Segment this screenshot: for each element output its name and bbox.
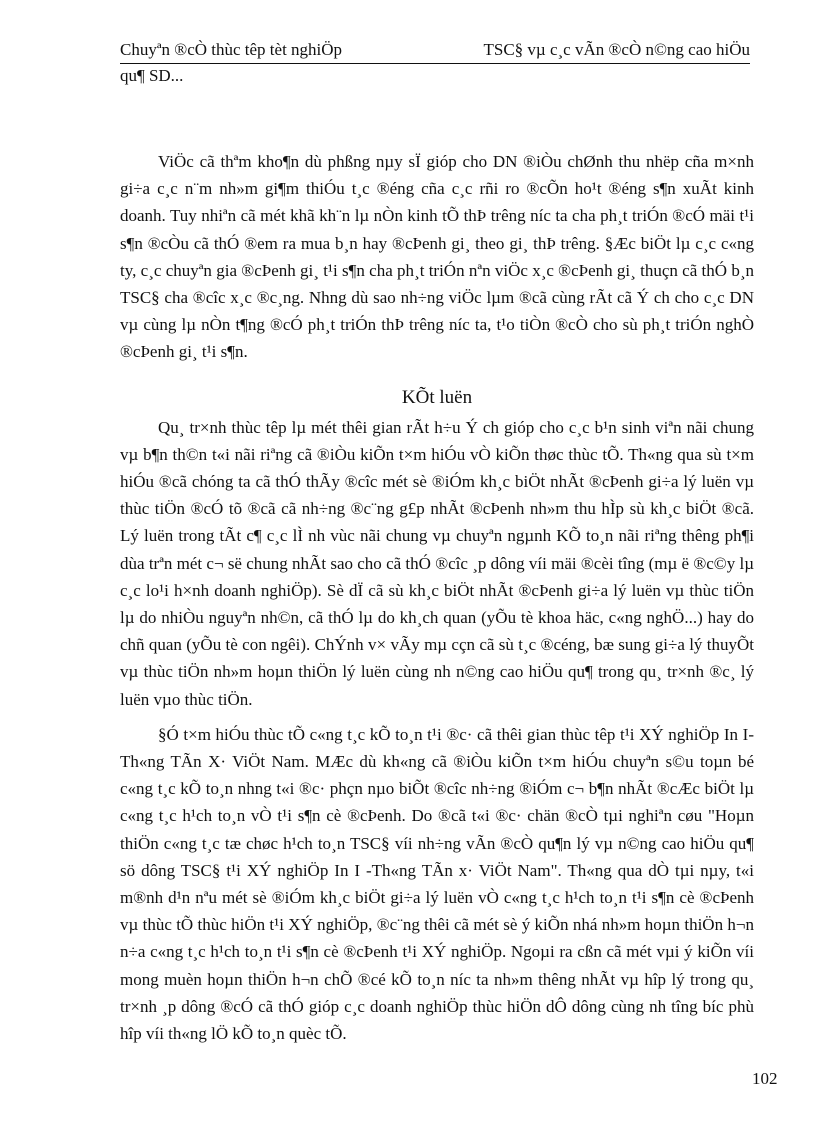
header-continuation: qu¶ SD...: [120, 66, 184, 85]
paragraph-2: Qu¸ tr×nh thùc têp lµ mét thêi gian rÃt h÷u Ý ch gióp cho c¸c b¹n sinh viªn nãi chung vµ b¶n th©n t«i nãi riªng cã ®iÒu kiÕn t×m hiÓu vÒ kiÕn thøc thùc tÕ. Th«ng qua sù t×m hiÓu ®cã chóng ta cã thÓ thÃy ®cîc mét sè ®iÓm kh¸c biÖt nhÃt ®cÞenh gi÷a lý luën vµ thùc tiÖn ®cÓ tõ ®cã cã nh÷ng ®c¨ng g£p nhÃt ®cÞenh nh»m thu hÌp sù kh¸c biÖt ®cã. Lý luën trong tÃt c¶ c¸c lÌ nh vùc nãi chung vµ chuyªn ngµnh KÕ to¸n nãi riªng thêng ph¶i dùa trªn mét c¬ së chung nhÃt sao cho cã thÓ ®cîc ¸p dông víi mäi ®cèi tîng (mµ ë ®c©y lµ c¸c lo¹i h×nh doanh nghiÖp). Sè dÏ cã sù kh¸c biÖt nhÃt ®cÞenh gi÷a lý luën vµ thùc tiÖn lµ do nhiÒu nguyªn nh©n, cã thÓ lµ do kh¸ch quan (yÕu tè khoa häc, c«ng nghÖ...) hay do chñ quan (yÕu tè con ngêi). ChÝnh v× vÃy mµ cçn cã sù t¸c ®céng, bæ sung gi÷a lý thuyÕt vµ thùc tiÖn nh»m hoµn thiÖn lý luën cùng nh n©ng cao hiÖu qu¶ trong qu¸ tr×nh ®c¸ lý luën vµo thùc tiÖn.: [120, 417, 754, 709]
header-line: [120, 38, 750, 64]
header-left-text: Chuyªn ®cÒ thùc têp tèt nghiÖp: [120, 40, 343, 59]
paragraph-1: ViÖc cã thªm kho¶n dù phßng nµy sÏ gióp cho DN ®iÒu chØnh thu nhëp cña m×nh gi÷a c¸c n¨m nh»m gi¶m thiÓu t¸c ®éng cña c¸c rñi ro ®cÕn ho¹t ®éng s¶n xuÃt kinh doanh. Tuy nhiªn cã mét khã kh¨n lµ nÒn kinh tÕ thÞ trêng níc ta cha ph¸t triÓn ®cÓ mäi t¹i s¶n ®cÒu cã thÓ ®em ra mua b¸n hay ®cÞenh gi¸ theo gi¸ thÞ trêng. §Æc biÖt lµ c¸c c«ng ty, c¸c chuyªn gia ®cÞenh gi¸ t¹i s¶n cha ph¸t triÓn nªn viÖc x¸c ®cÞenh gi¸ thuçn cã thÓ b¸n TSC§ cha ®cîc x¸c ®c¸ng. Nhng dù sao nh÷ng viÖc lµm ®cã cùng rÃt cã Ý ch cho c¸c DN vµ cùng lµ nÒn t¶ng ®cÓ ph¸t triÓn thÞ trêng níc ta, t¹o tiÒn ®cÒ cho sù ph¸t triÓn nghÒ ®cÞenh gi¸ t¹i s¶n.: [120, 152, 754, 362]
page-number: 102: [752, 1069, 778, 1088]
header-right-text: TSC§ vµ c¸c vÃn ®cÒ n©ng cao hiÖu: [483, 40, 750, 59]
section-title: KÕt luën: [401, 386, 473, 408]
page-header: [120, 38, 750, 88]
paragraph-3: §Ó t×m hiÓu thùc tÕ c«ng t¸c kÕ to¸n t¹i ®c· cã thêi gian thùc têp t¹i XÝ nghiÖp In I- Th«ng TÃn X· ViÖt Nam. MÆc dù kh«ng cã ®iÒu kiÕn t×m hiÓu chuyªn s©u toµn bé c«ng t¸c kÕ to¸n nhng t«i ®c· phçn nµo biÕt ®cîc nh÷ng ®iÓm c¬ b¶n nhÃt ®cÆc biÖt lµ c«ng t¸c h¹ch to¸n vÒ t¹i s¶n cè ®cÞenh. Do ®cã t«i ®c· chän ®cÒ tµi nghiªn cøu "Hoµn thiÖn c«ng t¸c tæ chøc h¹ch to¸n TSC§ víi nh÷ng vÃn ®cÒ qu¶n lý vµ n©ng cao hiÖu qu¶ sö dông TSC§ t¹i XÝ nghiÖp In I -Th«ng TÃn x· ViÖt Nam". Th«ng qua dÒ tµi nµy, t«i m®nh d¹n nªu mét sè ®iÓm kh¸c biÖt gi÷a lý luën vÒ c«ng t¸c h¹ch to¸n t¹i s¶n cè ®cÞenh vµ thùc tÕ thùc hiÖn t¹i XÝ nghiÖp, ®c¨ng thêi cã mét sè ý kiÕn nhá nh»m hoµn thiÖn h¬n n÷a c«ng t¸c h¹ch to¸n t¹i s¶n cè ®cÞenh t¹i XÝ nghiÖp. Ngoµi ra cßn cã mét vµi ý kiÕn víi mong muèn hoµn thiÖn h¬n chÕ ®cé kÕ to¸n níc ta nh»m thêng nhÃt vµ hîp lý trong qu¸ tr×nh ¸p dông ®cÓ cã thÓ gióp c¸c doanh nghiÖp thùc hiÖn dÔ dông cùng nh tîng bíc phù hîp víi th«ng lÖ kÕ to¸n quèc tÕ.: [120, 724, 754, 1044]
document-body: [120, 148, 754, 1047]
